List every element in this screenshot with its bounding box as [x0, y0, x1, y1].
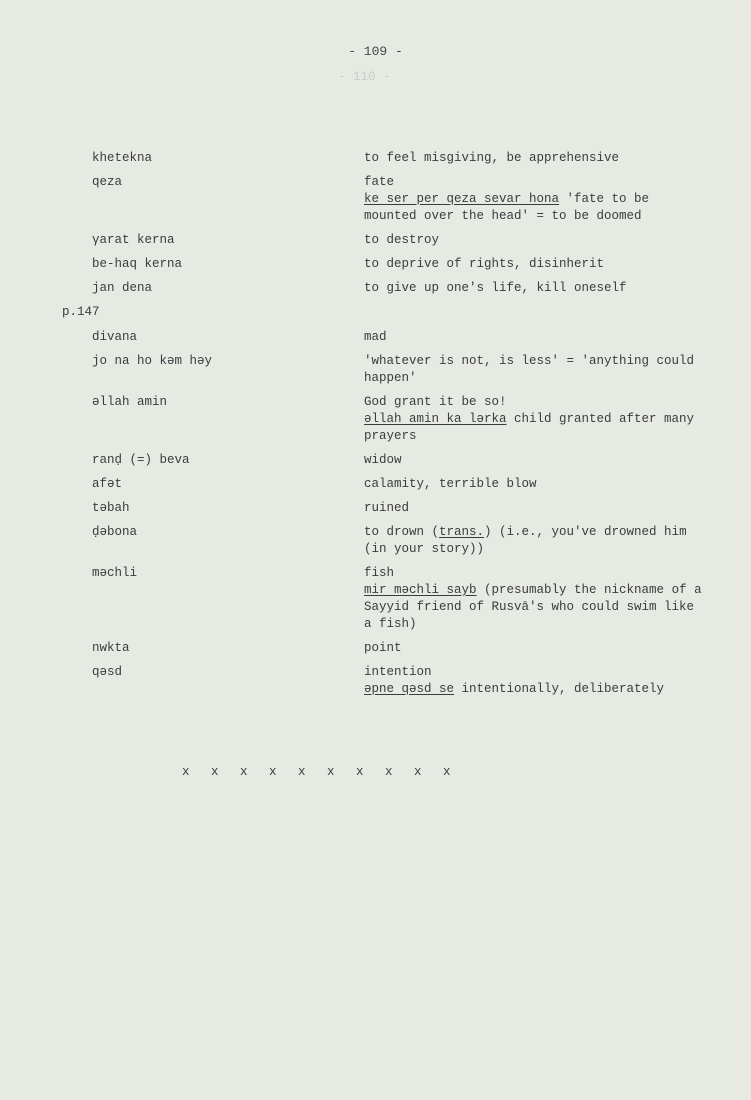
- entry-gloss: [364, 476, 709, 493]
- gloss-text: to feel misgiving, be apprehensive: [364, 151, 620, 165]
- page-number: - 109 -: [348, 44, 403, 59]
- gloss-text: ruined: [364, 501, 410, 515]
- gloss-text: to destroy: [364, 233, 440, 247]
- gloss-text: intentionally, deliberately: [454, 682, 665, 696]
- entry-gloss: [364, 640, 709, 657]
- gloss-text: intention: [364, 665, 432, 679]
- entry-term: ranḍ (=) beva: [92, 453, 190, 467]
- entry-gloss: [364, 256, 709, 273]
- entry-term: jan dena: [92, 281, 153, 295]
- glossary-entry: [0, 640, 751, 657]
- entry-gloss: [364, 500, 709, 517]
- glossary-entry: [0, 329, 751, 346]
- entry-gloss: [364, 664, 709, 698]
- gloss-text: to give up one's life, kill oneself: [364, 281, 627, 295]
- gloss-text: mad: [364, 330, 387, 344]
- gloss-text: ) (i.e., you've drowned him (in your story)): [364, 525, 687, 556]
- gloss-text: (presumably the nickname of a Sayyid friend of Rusvā's who could swim like a fish): [364, 583, 702, 631]
- entry-gloss: [364, 452, 709, 469]
- page-marker: p.147: [62, 305, 100, 319]
- example-phrase: əpne qəsd se: [364, 682, 455, 696]
- glossary-entry: [0, 565, 751, 633]
- entry-term: ḍəbona: [92, 525, 138, 539]
- glossary-entry: [0, 280, 751, 297]
- glossary-entry: [0, 476, 751, 493]
- gloss-text: to deprive of rights, disinherit: [364, 257, 605, 271]
- example-phrase: trans.: [439, 525, 485, 539]
- gloss-text: point: [364, 641, 402, 655]
- entry-gloss: [364, 394, 709, 445]
- glossary-entry: [0, 232, 751, 249]
- entry-gloss: [364, 150, 709, 167]
- gloss-text: fish: [364, 566, 395, 580]
- glossary-entry: [0, 353, 751, 387]
- gloss-text: calamity, terrible blow: [364, 477, 537, 491]
- entry-gloss: [364, 174, 709, 225]
- entry-gloss: [364, 524, 709, 558]
- entry-term: afət: [92, 477, 123, 491]
- gloss-text: God grant it be so!: [364, 395, 507, 409]
- glossary-entry: [0, 394, 751, 445]
- entry-gloss: [364, 353, 709, 387]
- gloss-text: fate: [364, 175, 395, 189]
- glossary-entry: [0, 452, 751, 469]
- bleed-through-page-number: - 110 -: [338, 70, 391, 84]
- gloss-text: widow: [364, 453, 402, 467]
- entry-gloss: [364, 280, 709, 297]
- entry-term: divana: [92, 330, 138, 344]
- glossary-entry: [0, 174, 751, 225]
- entry-term: nwkta: [92, 641, 130, 655]
- example-phrase: ke ser per qeza sevar hona: [364, 192, 560, 206]
- glossary-entry: [0, 664, 751, 698]
- entry-term: khetekna: [92, 151, 153, 165]
- entry-term: be-haq kerna: [92, 257, 183, 271]
- entry-term: qeza: [92, 175, 123, 189]
- entry-gloss: [364, 565, 709, 633]
- gloss-text: 'fate to be mounted over the head' = to be doomed: [364, 192, 650, 223]
- section-separator: x x x x x x x x x x: [182, 765, 451, 779]
- example-phrase: mir məchli sayb: [364, 583, 477, 597]
- gloss-text: to drown (: [364, 525, 440, 539]
- glossary-list: [0, 150, 751, 705]
- entry-term: jo na ho kəm həy: [92, 354, 213, 368]
- glossary-entry: [0, 256, 751, 273]
- entry-gloss: [364, 232, 709, 249]
- entry-term: məchli: [92, 566, 138, 580]
- entry-term: qəsd: [92, 665, 123, 679]
- entry-gloss: [364, 329, 709, 346]
- example-phrase: əllah amin ka lərka: [364, 412, 507, 426]
- gloss-text: child granted after many prayers: [364, 412, 695, 443]
- gloss-text: 'whatever is not, is less' = 'anything could happen': [364, 354, 695, 385]
- entry-term: γarat kerna: [92, 233, 175, 247]
- glossary-entry: [0, 150, 751, 167]
- glossary-entry: [0, 524, 751, 558]
- entry-term: təbah: [92, 501, 130, 515]
- glossary-entry: [0, 500, 751, 517]
- entry-term: əllah amin: [92, 395, 168, 409]
